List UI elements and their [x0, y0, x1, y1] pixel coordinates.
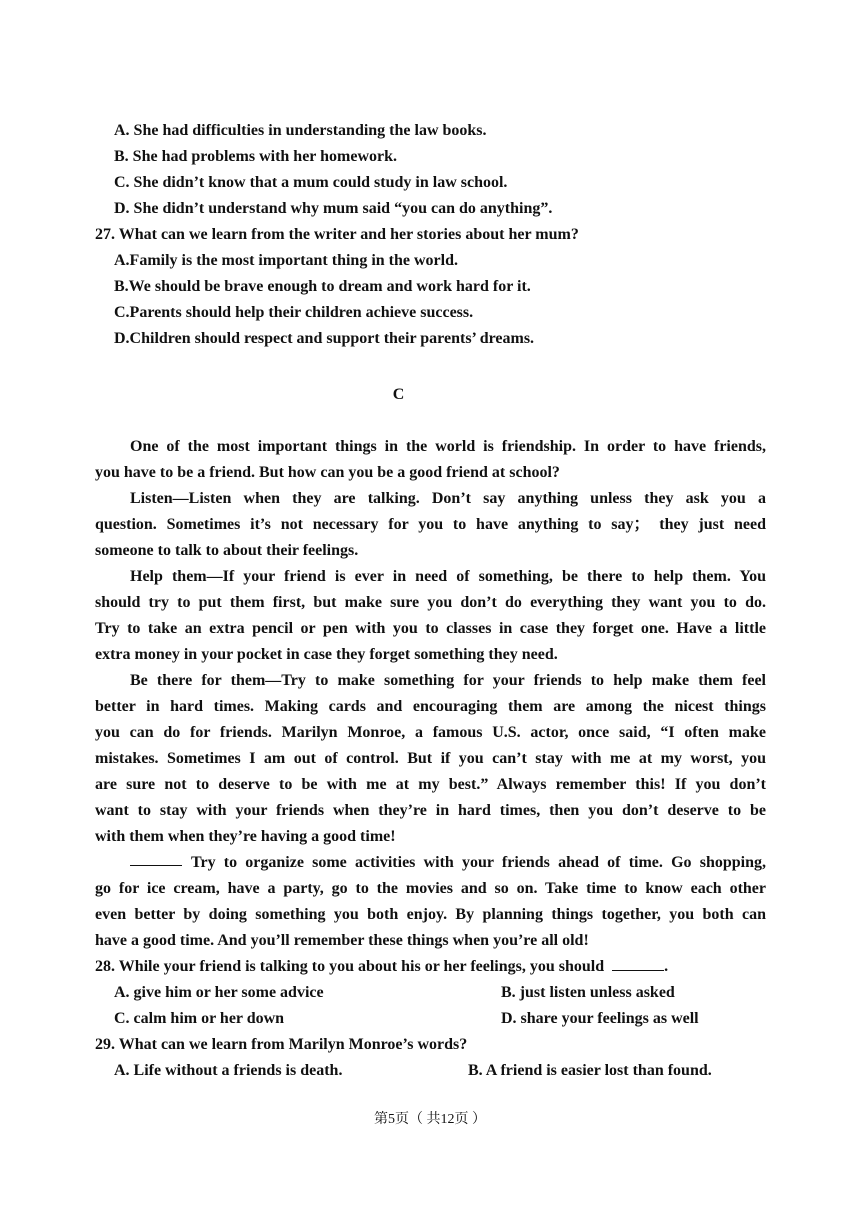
passage-line: are sure not to deserve to be with me at my best.” Always remember this! If you don’t — [95, 776, 766, 793]
q28-option-b: B. just listen unless asked — [501, 984, 675, 1001]
q28-question-end: . — [664, 958, 669, 975]
passage-line: extra money in your pocket in case they forget something they need. — [95, 646, 558, 663]
q28-option-c: C. calm him or her down — [114, 1010, 285, 1027]
passage-line: want to stay with your friends when they’re in hard times, then you don’t deserve to be — [95, 802, 766, 819]
passage-line: you can do for friends. Marilyn Monroe, a famous U.S. actor, once said, “I often make — [95, 724, 766, 741]
passage-line: you have to be a friend. But how can you be a good friend at school? — [95, 464, 560, 481]
passage-line: go for ice cream, have a party, go to the movies and so on. Take time to know each other — [95, 880, 766, 897]
passage-line: Try to take an extra pencil or pen with you to classes in case they forget one. Have a little — [95, 620, 766, 637]
section-label: C — [392, 386, 405, 403]
q29-option-a: A. Life without a friends is death. — [114, 1062, 343, 1079]
passage-line: One of the most important things in the world is friendship. In order to have friends, — [130, 438, 766, 455]
passage-line: should try to put them first, but make sure you don’t do everything they want you to do. — [95, 594, 766, 611]
passage-line: someone to talk to about their feelings. — [95, 542, 359, 559]
q27-option-d: D.Children should respect and support their parents’ dreams. — [114, 330, 535, 347]
passage-line: with them when they’re having a good time! — [95, 828, 396, 845]
passage-line: mistakes. Sometimes I am out of control. But if you can’t stay with me at my worst, you — [95, 750, 766, 767]
q27-option-a: A.Family is the most important thing in the world. — [114, 252, 458, 269]
q28-option-d: D. share your feelings as well — [501, 1010, 699, 1027]
passage-text: Try to organize some activities with your friends ahead of time. Go shopping, — [191, 854, 766, 871]
q27-option-c: C.Parents should help their children achieve success. — [114, 304, 474, 321]
q26-option-c: C. She didn’t know that a mum could study in law school. — [114, 174, 508, 191]
passage-line: Listen—Listen when they are talking. Don’t say anything unless they ask you a — [130, 490, 766, 507]
q27-question: 27. What can we learn from the writer and her stories about her mum? — [95, 226, 579, 243]
q26-option-a: A. She had difficulties in understanding the law books. — [114, 122, 487, 139]
q29-question: 29. What can we learn from Marilyn Monroe’s words? — [95, 1036, 468, 1053]
passage-line-with-blank — [130, 850, 766, 876]
passage-line: better in hard times. Making cards and encouraging them are among the nicest things — [95, 698, 766, 715]
q29-option-b: B. A friend is easier lost than found. — [468, 1062, 712, 1079]
q26-option-b: B. She had problems with her homework. — [114, 148, 397, 165]
q28-option-a: A. give him or her some advice — [114, 984, 324, 1001]
passage-line: question. Sometimes it’s not necessary for you to have anything to say； they just need — [95, 516, 766, 533]
passage-line: Help them—If your friend is ever in need of something, be there to help them. You — [130, 568, 766, 585]
q27-option-b: B.We should be brave enough to dream and work hard for it. — [114, 278, 531, 295]
passage-line: even better by doing something you both enjoy. By planning things together, you both can — [95, 906, 766, 923]
answer-blank — [130, 850, 182, 866]
q26-option-d: D. She didn’t understand why mum said “you can do anything”. — [114, 200, 553, 217]
page-footer: 第5页（ 共12页 ） — [374, 1112, 486, 1127]
q28-question — [95, 954, 668, 980]
passage-line: Be there for them—Try to make something for your friends to help make them feel — [130, 672, 766, 689]
passage-line: have a good time. And you’ll remember these things when you’re all old! — [95, 932, 589, 949]
answer-blank — [612, 955, 664, 971]
q28-question-text: 28. While your friend is talking to you about his or her feelings, you should — [95, 958, 605, 975]
